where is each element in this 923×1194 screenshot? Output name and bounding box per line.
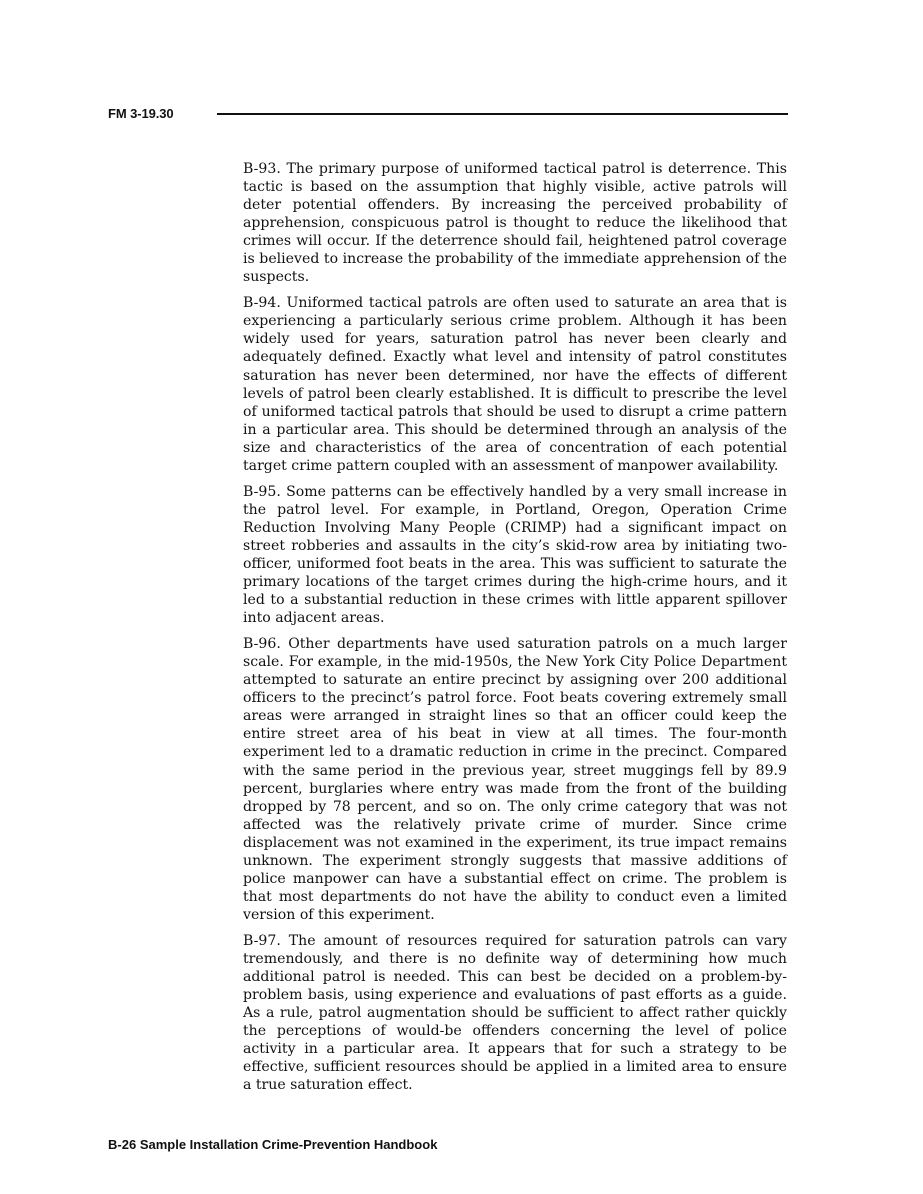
body-text	[243, 160, 787, 1102]
paragraph-b94: B-94. Uniformed tactical patrols are often used to saturate an area that is experiencing a particularly serious crime problem. Although it has been widely used for years, saturation patrol has never been clearly and adequately defined. Exactly what level and intensity of patrol constitutes saturation has never been determined, nor have the effects of different levels of patrol been clearly established. It is difficult to prescribe the level of uniformed tactical patrols that should be used to disrupt a crime pattern in a particular area. This should be determined through an analysis of the size and characteristics of the area of concentration of each potential target crime pattern coupled with an assessment of manpower availability.	[243, 295, 787, 474]
header-rule	[217, 113, 788, 115]
paragraph-b93: B-93. The primary purpose of uniformed tactical patrol is deterrence. This tactic is based on the assumption that highly visible, active patrols will deter potential offenders. By increasing the perceived probability of apprehension, conspicuous patrol is thought to reduce the likelihood that crimes will occur. If the deterrence should fail, heightened patrol coverage is believed to increase the probability of the immediate apprehension of the suspects.	[243, 161, 787, 286]
page-footer	[108, 1137, 437, 1152]
footer-page-number: B-26	[108, 1137, 137, 1152]
paragraph-b97: B-97. The amount of resources required for saturation patrols can vary tremendously, and there is no definite way of determining how much additional patrol is needed. This can best be decided on a problem-by-problem basis, using experience and evaluations of past efforts as a guide. As a rule, patrol augmentation should be sufficient to affect rather quickly the perceptions of would-be offenders concerning the level of police activity in a particular area. It appears that for such a strategy to be effective, sufficient resources should be applied in a limited area to ensure a true saturation effect.	[243, 932, 787, 1094]
paragraph-b95: B-95. Some patterns can be effectively handled by a very small increase in the patrol level. For example, in Portland, Oregon, Operation Crime Reduction Involving Many People (CRIMP) had a significant impact on street robberies and assaults in the city’s skid-row area by initiating two-officer, uniformed foot beats in the area. This was sufficient to saturate the primary locations of the target crimes during the high-crime hours, and it led to a substantial reduction in these crimes with little apparent spillover into adjacent areas.	[243, 483, 787, 627]
footer-doc-title: Sample Installation Crime-Prevention Handbook	[139, 1137, 438, 1152]
paragraph-b96: B-96. Other departments have used saturation patrols on a much larger scale. For example, in the mid-1950s, the New York City Police Department attempted to saturate an entire precinct by assigning over 200 additional officers to the precinct’s patrol force. Foot beats covering extremely small areas were arranged in straight lines so that an officer could keep the entire street area of his beat in view at all times. The four-month experiment led to a dramatic reduction in crime in the precinct. Compared with the same period in the previous year, street muggings fell by 89.9 percent, burglaries where entry was made from the front of the building dropped by 78 percent, and so on. The only crime category that was not affected was the relatively private crime of murder. Since crime displacement was not examined in the experiment, its true impact remains unknown. The experiment strongly suggests that massive additions of police manpower can have a substantial effect on crime. The problem is that most departments do not have the ability to conduct even a limited version of this experiment.	[243, 636, 787, 923]
running-header-doc-id: FM 3-19.30	[108, 106, 174, 121]
